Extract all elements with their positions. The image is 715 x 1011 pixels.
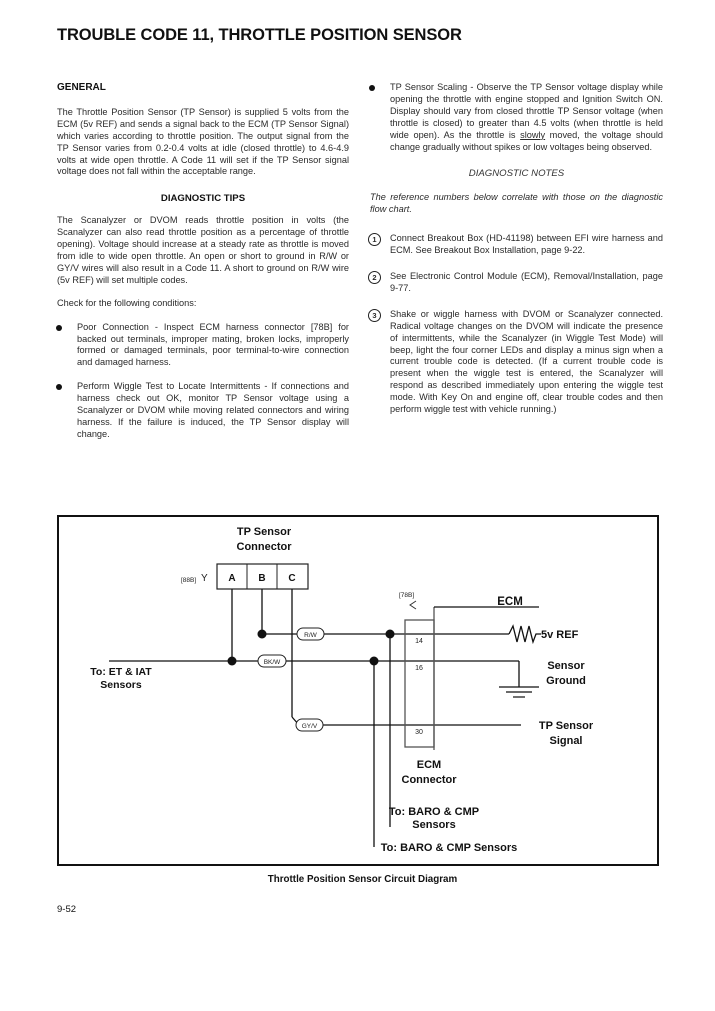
circuit-diagram	[57, 515, 659, 866]
diagnostic-notes-heading: DIAGNOSTIC NOTES	[468, 168, 565, 180]
bullet-text: Poor Connection - Inspect ECM harness connector [78B] for backed out terminals, improper mating, broken locks, improperly formed or damaged terminals, poor terminal-to-wire connection and damaged harness.	[77, 321, 349, 368]
circled-number-icon: 3	[368, 309, 381, 322]
connector-arrow-icon	[410, 601, 416, 609]
note-1	[370, 233, 663, 257]
bullet-icon	[56, 384, 62, 390]
signal-5v-ref: 5v REF	[541, 629, 579, 641]
note-text: See Electronic Control Module (ECM), Removal/Installation, page 9-77.	[390, 270, 663, 293]
junction-dot	[228, 657, 237, 666]
wire-label-bk-w: BK/W	[263, 659, 281, 666]
pin-a: A	[228, 573, 236, 584]
note-text: Shake or wiggle harness with DVOM or Scanalyzer connected. Radical voltage changes on the DVOM will indicate the presence of intermittents, while the Scanalyzer (in Wiggle Test Mode) will beep, light the four corner LEDs and display a minus sign when a current trouble code is detected. (If a current trouble code is present when the wiggle test is entered, the Scanalyzer will respond as described immediately upon entering the wiggle test mode. With Key On and engine off, clear trouble codes and then perform wiggle test with vehicle running.)	[390, 308, 663, 415]
ecm-pin-16: 16	[415, 665, 423, 672]
scaling-text-after: moved, the voltage should change gradually without spikes or low voltages being observed.	[390, 129, 663, 152]
bullet-icon	[369, 85, 375, 91]
note-text: Connect Breakout Box (HD-41198) between EFI wire harness and ECM. See Breakout Box Installation, page 9-22.	[390, 233, 663, 256]
general-body: The Throttle Position Sensor (TP Sensor) is supplied 5 volts from the ECM (5v REF) and sends a signal back to the ECM (TP Sensor Signal) which varies according to throttle position. The output signal from the TP Sensor varies from 0.2-0.4 volts at idle (closed throttle) to 4.6-4.9 volts at wide open throttle. A Code 11 will set if the TP Sensor signal voltage does not fall within the acceptable range.	[57, 106, 349, 177]
bullet-text: Perform Wiggle Test to Locate Intermittents - If connections and harness check out OK, monitor TP Sensor voltage using a Scanalyzer or DVOM while moving related connectors and wiring harness. If the failure is induced, the TP Sensor display will change.	[77, 381, 349, 439]
circuit-diagram-svg	[59, 517, 661, 868]
page-number: 9-52	[57, 904, 77, 915]
note-2	[370, 271, 663, 295]
bullet-icon	[56, 325, 62, 331]
ecm-connector-label-1: ECM	[416, 759, 442, 771]
ecm-pin-30: 30	[415, 729, 423, 736]
signal-ground: Ground	[546, 675, 586, 687]
tp-connector-label-2: Connector	[236, 541, 292, 553]
et-iat-label-1: To: ET & IAT	[90, 666, 152, 678]
signal-signal: Signal	[549, 735, 583, 747]
diagnostic-notes-intro: The reference numbers below correlate with those on the diagnostic flow chart.	[370, 192, 663, 215]
baro-cmp-label-3: To: BARO & CMP Sensors	[380, 842, 518, 854]
ecm-connector-id: [78B]	[399, 592, 415, 599]
scaling-text-before: TP Sensor Scaling - Observe the TP Sensor voltage display while opening the throttle with engine stopped and Ignition Switch ON. Display should vary from closed throttle TP Sensor voltage (when throttle is closed) to greater than 4.5 volts (when throttle is held wide open). As the throttle is	[390, 82, 663, 140]
general-heading: GENERAL	[57, 82, 106, 93]
diagnostic-tips-heading: DIAGNOSTIC TIPS	[160, 193, 246, 205]
circled-number-icon: 1	[368, 233, 381, 246]
pin-c: C	[288, 573, 296, 584]
bullet-tp-scaling	[370, 82, 663, 153]
ecm-connector-label-2: Connector	[401, 774, 457, 786]
tp-connector-gender: Y	[201, 573, 208, 584]
tp-connector-id: [88B]	[181, 577, 197, 584]
baro-cmp-label-2: Sensors	[412, 819, 456, 831]
diagram-caption: Throttle Position Sensor Circuit Diagram	[267, 874, 458, 885]
bullet-poor-connection	[57, 322, 349, 370]
scaling-emphasis: slowly	[520, 129, 546, 140]
right-column	[370, 82, 663, 416]
signal-sensor: Sensor	[547, 660, 585, 672]
resistor-icon	[509, 626, 541, 642]
junction-dot	[258, 630, 267, 639]
left-column	[57, 82, 349, 441]
check-intro: Check for the following conditions:	[57, 297, 197, 308]
diagnostic-tips-body: The Scanalyzer or DVOM reads throttle position in volts (the Scanalyzer can also read throttle position as a percentage of throttle opening). Voltage should increase at a steady rate as throttle is moved from idle to wide open throttle. An open or short to ground in R/W or GY/V wires will also result in a Code 11. A short to ground on R/W wire (5v REF) will set multiple codes.	[57, 215, 349, 285]
baro-cmp-label-1: To: BARO & CMP	[388, 806, 480, 818]
ecm-pin-14: 14	[415, 638, 423, 645]
note-3	[370, 309, 663, 416]
signal-tp-sensor: TP Sensor	[538, 720, 594, 732]
page-title: TROUBLE CODE 11, THROTTLE POSITION SENSOR	[57, 26, 462, 44]
bullet-wiggle-test	[57, 381, 349, 441]
wire-label-r-w: R/W	[304, 632, 317, 639]
wire-label-gy-v: GY/V	[301, 723, 318, 730]
et-iat-label-2: Sensors	[100, 679, 142, 691]
pin-b: B	[258, 573, 266, 584]
tp-connector-label-1: TP Sensor	[236, 526, 292, 538]
ecm-title: ECM	[497, 596, 523, 608]
circled-number-icon: 2	[368, 271, 381, 284]
